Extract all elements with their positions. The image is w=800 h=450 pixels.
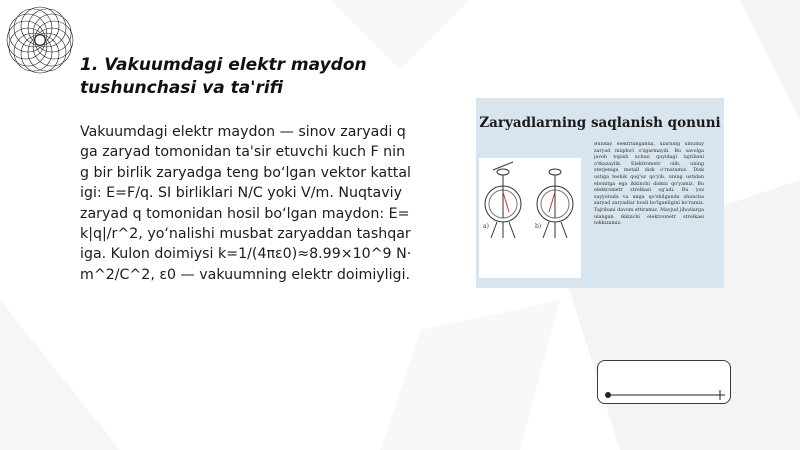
slide-title: 1. Vakuumdagi elektr maydon tushunchasi va ta'rifi	[80, 55, 367, 98]
panel-label-a: a)	[483, 223, 489, 230]
slide-body-text: Vakuumdagi elektr maydon — sinov zaryadi q ga zaryad tomonidan ta'sir etuvchi kuch F ning bir birlik zaryadga teng bo‘lgan vektor kattaligi: E=F/q. SI birliklari N/C yoki V/m. Nuqtaviy zaryad q tomonidan hosil bo‘lgan maydon: E=k|q|/r^2, yo‘nalishi musbat zaryaddan tashqariga. Kulon doimiysi k=1/(4πε0)≈8.99×10^9 N·m^2/C^2, ε0 — vakuumning elektr doimiyligi.	[80, 124, 412, 283]
logo-ring	[7, 21, 45, 59]
electroscope-illustration	[479, 158, 581, 278]
panel-label-b: b)	[535, 223, 542, 230]
logo-ring	[21, 7, 59, 45]
logo-ring	[21, 35, 59, 73]
slider-widget[interactable]	[597, 360, 731, 404]
electroscope-drawing	[479, 158, 581, 278]
figure-body-text: Bunday elektrlanganda, ularning umumiy zaryad miqdori o'zgarmaydi. Bu savolga javob topish uchun quyidagi tajribani o'tkazaylik. Elektrometr olib, uning sterjeniga metall disk o'rnatamiz. Disk ustiga teshik qog'oz qo'yib, uning ustidan ebonitga ega ikkinchi diskni qo'yamiz. Bu elektrometr strelkasi og'adi. Bu yoz sayyorada va unga qo'shilganda shuncha zaryad zaryadlar hosil bo'lganligini ko'ramiz. Tajribani davom ettiramiz. Mavjud jihozlarga ulangan ikkinchi elektrometr strelkasi tekkizamiz.	[594, 142, 704, 227]
slider-start-dot-icon[interactable]	[605, 392, 611, 398]
figure-title: Zaryadlarning saqlanish qonuni	[479, 115, 721, 131]
slider-track-icon	[598, 361, 732, 405]
textbook-figure-image	[476, 98, 724, 288]
spirograph-logo-icon	[4, 4, 76, 76]
logo-ring	[35, 21, 73, 59]
